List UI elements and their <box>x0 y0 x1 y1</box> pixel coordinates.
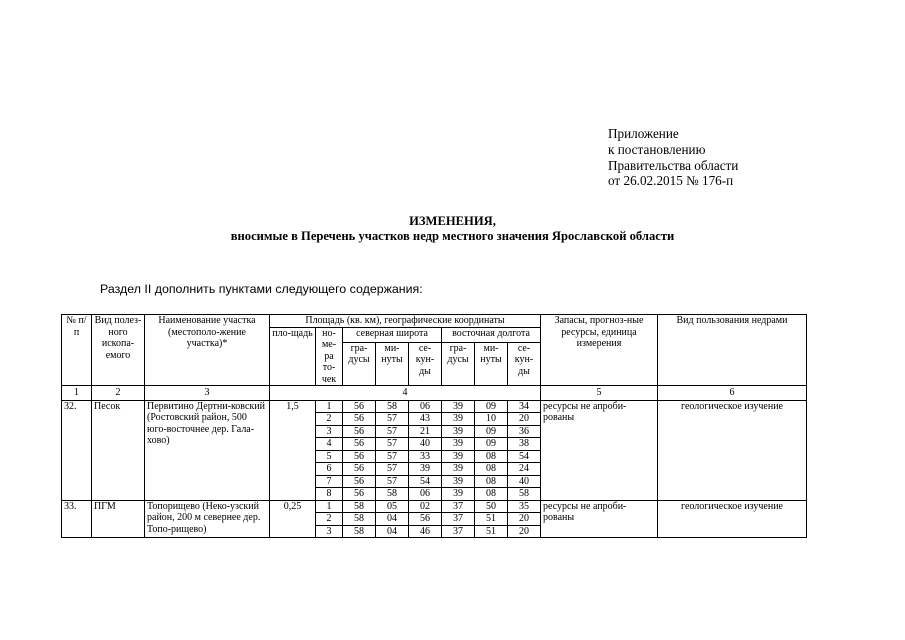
coordinate-cell: 24 <box>508 463 541 476</box>
coordinate-cell: 3 <box>316 425 343 438</box>
header-east-deg: гра-дусы <box>442 342 475 385</box>
coordinate-cell: 35 <box>508 500 541 513</box>
area-cell: 1,5 <box>270 400 316 500</box>
coordinate-cell: 40 <box>409 438 442 451</box>
coordinate-cell: 57 <box>376 463 409 476</box>
coordinate-cell: 08 <box>475 488 508 501</box>
column-number: 3 <box>145 386 270 401</box>
coordinate-cell: 02 <box>409 500 442 513</box>
coordinate-cell: 56 <box>343 488 376 501</box>
area-cell: 0,25 <box>270 500 316 538</box>
coordinate-cell: 56 <box>343 400 376 413</box>
header-area-group: Площадь (кв. км), географические координаты <box>270 315 541 328</box>
coordinate-cell: 54 <box>409 475 442 488</box>
coordinate-cell: 38 <box>508 438 541 451</box>
coordinate-cell: 20 <box>508 525 541 538</box>
table-row <box>62 400 807 413</box>
coordinate-cell: 2 <box>316 513 343 526</box>
column-number: 2 <box>92 386 145 401</box>
row-number: 33. <box>62 500 92 538</box>
coordinate-cell: 58 <box>376 400 409 413</box>
reserves-cell: ресурсы не апроби-рованы <box>541 500 658 538</box>
coordinate-cell: 46 <box>409 525 442 538</box>
coordinate-cell: 20 <box>508 413 541 426</box>
coordinate-cell: 39 <box>442 463 475 476</box>
header-name: Наименование участка (местополо-жение участка)* <box>145 315 270 386</box>
header-area: пло-щадь <box>270 327 316 386</box>
sites-table <box>61 314 807 538</box>
intro-text: Раздел II дополнить пунктами следующего содержания: <box>100 282 423 296</box>
document-subtitle: вносимые в Перечень участков недр местного значения Ярославской области <box>230 228 675 243</box>
header-mineral: Вид полез-ного ископа-емого <box>92 315 145 386</box>
coordinate-cell: 58 <box>343 525 376 538</box>
coordinate-cell: 04 <box>376 525 409 538</box>
coordinate-cell: 8 <box>316 488 343 501</box>
coordinate-cell: 5 <box>316 450 343 463</box>
coordinate-cell: 56 <box>343 463 376 476</box>
coordinate-cell: 43 <box>409 413 442 426</box>
coordinate-cell: 54 <box>508 450 541 463</box>
coordinate-cell: 37 <box>442 500 475 513</box>
column-number: 1 <box>62 386 92 401</box>
coordinate-cell: 09 <box>475 438 508 451</box>
coordinate-cell: 58 <box>343 513 376 526</box>
appendix-line: Правительства области <box>608 157 739 173</box>
header-north-min: ми-нуты <box>376 342 409 385</box>
row-number: 32. <box>62 400 92 500</box>
coordinate-cell: 34 <box>508 400 541 413</box>
coordinate-cell: 06 <box>409 400 442 413</box>
coordinate-cell: 21 <box>409 425 442 438</box>
appendix-line: Приложение <box>608 126 679 141</box>
document-title-block <box>0 214 905 243</box>
coordinate-cell: 39 <box>442 488 475 501</box>
coordinate-cell: 08 <box>475 475 508 488</box>
mineral-cell: Песок <box>92 400 145 500</box>
coordinate-cell: 50 <box>475 500 508 513</box>
coordinate-cell: 37 <box>442 525 475 538</box>
coordinate-cell: 51 <box>475 513 508 526</box>
coordinate-cell: 39 <box>442 438 475 451</box>
site-name-cell: Первитино Дертни-ковский (Ростовский район, 500 юго-восточнее дер. Гала-хово) <box>145 400 270 500</box>
header-north-sec: се-кун-ды <box>409 342 442 385</box>
appendix-block <box>608 126 738 189</box>
coordinate-cell: 10 <box>475 413 508 426</box>
coordinate-cell: 39 <box>442 425 475 438</box>
coordinate-cell: 09 <box>475 400 508 413</box>
coordinate-cell: 08 <box>475 450 508 463</box>
document-title: ИЗМЕНЕНИЯ, <box>409 214 496 228</box>
header-north-deg: гра-дусы <box>343 342 376 385</box>
coordinate-cell: 2 <box>316 413 343 426</box>
coordinate-cell: 39 <box>409 463 442 476</box>
coordinate-cell: 57 <box>376 425 409 438</box>
coordinate-cell: 56 <box>343 425 376 438</box>
column-number: 5 <box>541 386 658 401</box>
coordinate-cell: 51 <box>475 525 508 538</box>
coordinate-cell: 33 <box>409 450 442 463</box>
coordinate-cell: 56 <box>343 438 376 451</box>
site-name-cell: Топорищево (Неко-узский район, 200 м севернее дер. Топо-рищево) <box>145 500 270 538</box>
usage-cell: геологическое изучение <box>658 500 807 538</box>
reserves-cell: ресурсы не апроби-рованы <box>541 400 658 500</box>
column-number: 6 <box>658 386 807 401</box>
coordinate-cell: 58 <box>343 500 376 513</box>
mineral-cell: ПГМ <box>92 500 145 538</box>
header-usage: Вид пользования недрами <box>658 315 807 386</box>
coordinate-cell: 08 <box>475 463 508 476</box>
header-north: северная широта <box>343 327 442 342</box>
coordinate-cell: 09 <box>475 425 508 438</box>
coordinate-cell: 20 <box>508 513 541 526</box>
coordinate-cell: 37 <box>442 513 475 526</box>
header-east: восточная долгота <box>442 327 541 342</box>
coordinate-cell: 39 <box>442 475 475 488</box>
coordinate-cell: 56 <box>343 475 376 488</box>
coordinate-cell: 1 <box>316 400 343 413</box>
coordinate-cell: 58 <box>508 488 541 501</box>
coordinate-cell: 57 <box>376 438 409 451</box>
table-row <box>62 500 807 513</box>
coordinate-cell: 4 <box>316 438 343 451</box>
coordinate-cell: 6 <box>316 463 343 476</box>
header-num: № п/п <box>62 315 92 386</box>
coordinate-cell: 06 <box>409 488 442 501</box>
header-reserves: Запасы, прогноз-ные ресурсы, единица измерения <box>541 315 658 386</box>
coordinate-cell: 7 <box>316 475 343 488</box>
coordinate-cell: 04 <box>376 513 409 526</box>
coordinate-cell: 57 <box>376 413 409 426</box>
coordinate-cell: 1 <box>316 500 343 513</box>
header-east-sec: се-кун-ды <box>508 342 541 385</box>
coordinate-cell: 56 <box>343 450 376 463</box>
coordinate-cell: 36 <box>508 425 541 438</box>
coordinate-cell: 40 <box>508 475 541 488</box>
coordinate-cell: 56 <box>409 513 442 526</box>
header-point: но-ме-ра то-чек <box>316 327 343 386</box>
coordinate-cell: 57 <box>376 450 409 463</box>
coordinate-cell: 58 <box>376 488 409 501</box>
coordinate-cell: 57 <box>376 475 409 488</box>
appendix-line: от 26.02.2015 № 176-п <box>608 173 734 189</box>
coordinate-cell: 39 <box>442 413 475 426</box>
coordinate-cell: 05 <box>376 500 409 513</box>
coordinate-cell: 3 <box>316 525 343 538</box>
appendix-line: к постановлению <box>608 141 706 157</box>
coordinate-cell: 39 <box>442 450 475 463</box>
usage-cell: геологическое изучение <box>658 400 807 500</box>
coordinate-cell: 56 <box>343 413 376 426</box>
coordinate-cell: 39 <box>442 400 475 413</box>
column-number: 4 <box>270 386 541 401</box>
header-east-min: ми-нуты <box>475 342 508 385</box>
